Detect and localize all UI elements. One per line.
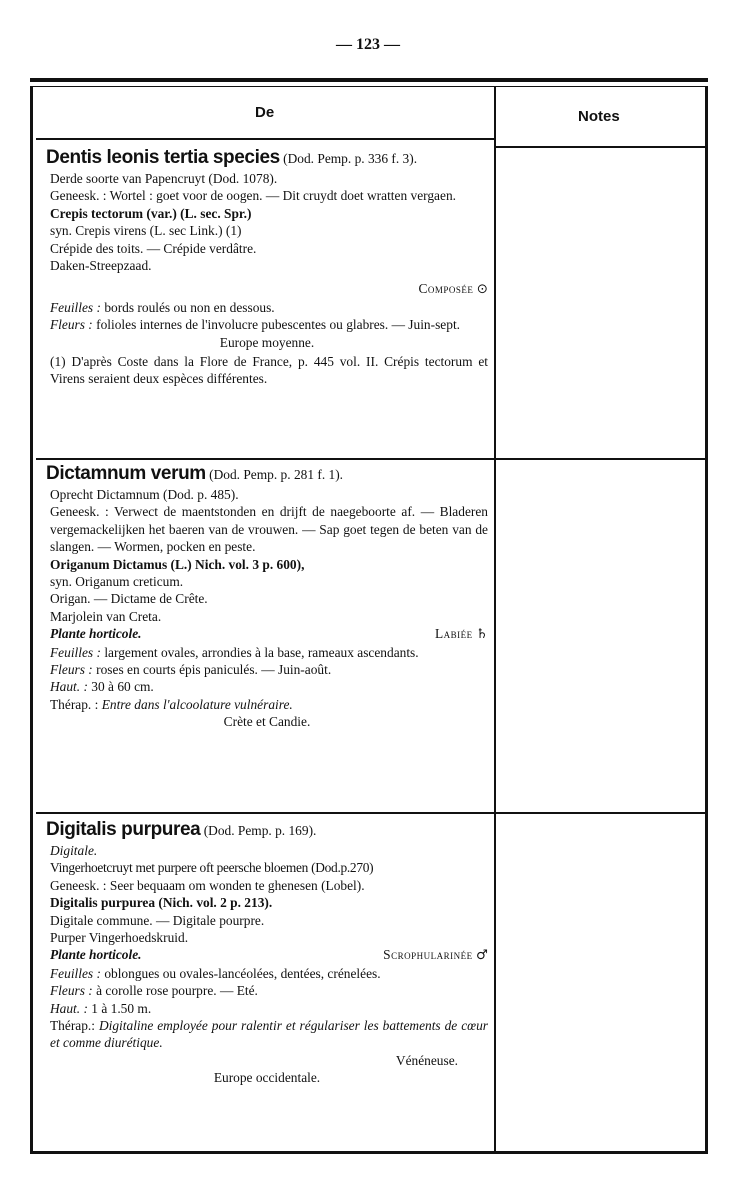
entry-reference: (Dod. Pemp. p. 336 f. 3). xyxy=(283,151,418,166)
family-label: Scrophularinée xyxy=(383,947,473,963)
fleurs-label: Fleurs : xyxy=(50,662,93,678)
therap-label: Thérap. : xyxy=(50,696,99,712)
feuilles-label: Feuilles : xyxy=(50,299,101,315)
text-line: syn. Origanum creticum. xyxy=(50,574,184,590)
fleurs-label: Fleurs : xyxy=(50,983,93,999)
entry-dentis-leonis xyxy=(46,146,488,388)
text-line: Origan. — Dictame de Crête. xyxy=(50,591,208,607)
header-rule-right xyxy=(496,146,708,148)
entry-title: Digitalis purpurea xyxy=(46,819,201,840)
feuilles-text: largement ovales, arrondies à la base, rameaux ascendants. xyxy=(104,644,419,660)
region-text: Crète et Candie. xyxy=(223,714,311,730)
table-frame xyxy=(30,78,708,1154)
text-line: Crepis tectorum (var.) (L. sec. Spr.) xyxy=(50,205,252,221)
fleurs-text: roses en courts épis paniculés. — Juin-août. xyxy=(96,662,332,678)
column-divider xyxy=(494,86,496,1154)
family-symbol: ♄ xyxy=(475,627,488,643)
top-rule xyxy=(30,78,708,82)
entry-rule xyxy=(36,812,494,814)
feuilles-text: bords roulés ou non en dessous. xyxy=(104,299,275,315)
feuilles-text: oblongues ou ovales-lancéolées, dentées, crénelées. xyxy=(104,965,381,981)
entry-rule xyxy=(36,458,494,460)
header-rule-left xyxy=(36,138,494,140)
column-header-de: De xyxy=(255,104,275,121)
top-rule-thin xyxy=(30,86,708,87)
feuilles-label: Feuilles : xyxy=(50,965,101,981)
therap-label: Thérap.: xyxy=(50,1018,95,1034)
geneesk-line: Geneesk. : Seer bequaam om wonden te ghenesen (Lobel). xyxy=(50,877,365,893)
text-line: Origanum Dictamus (L.) Nich. vol. 3 p. 600), xyxy=(50,556,305,572)
column-header-notes: Notes xyxy=(578,108,620,125)
text-line: Derde soorte van Papencruyt (Dod. 1078). xyxy=(50,171,278,186)
haut-text: 1 à 1.50 m. xyxy=(91,1000,152,1016)
family-label: Labiée xyxy=(434,626,473,642)
region-text: Europe moyenne. xyxy=(219,334,315,350)
entry-dictamnum xyxy=(46,462,488,731)
text-line: Daken-Streepzaad. xyxy=(50,258,152,274)
notes-rule xyxy=(496,458,708,460)
entry-title: Dictamnum verum xyxy=(46,463,206,484)
plante-text: Plante horticole. xyxy=(50,947,142,963)
entry-reference: (Dod. Pemp. p. 281 f. 1). xyxy=(209,467,344,482)
haut-text: 30 à 60 cm. xyxy=(91,679,154,695)
text-line: Digitale commune. — Digitale pourpre. xyxy=(50,912,265,928)
geneesk-line: Geneesk. : Verwect de maentstonden en drijft de naegeboorte af. — Bladeren vergemackelijken het baeren van de vrouwen. — Sap goet tegen de beten van de slangen. — Wormen, pocken en peste. xyxy=(50,504,488,555)
family-label: Composée xyxy=(418,281,474,297)
notes-rule xyxy=(496,812,708,814)
text-line: Purper Vingerhoedskruid. xyxy=(50,930,189,946)
toxicity-text: Vénéneuse. xyxy=(395,1052,458,1068)
therap-text: Entre dans l'alcoolature vulnéraire. xyxy=(101,696,293,712)
fleurs-text: à corolle rose pourpre. — Eté. xyxy=(96,983,258,999)
footnote-text: (1) D'après Coste dans la Flore de France, p. 445 vol. II. Crépis tectorum et Virens seraient deux espèces différentes. xyxy=(50,354,488,387)
haut-label: Haut. : xyxy=(50,679,88,695)
bottom-rule xyxy=(30,1151,708,1154)
text-line: Oprecht Dictamnum (Dod. p. 485). xyxy=(50,487,239,502)
right-border xyxy=(705,86,708,1154)
text-line: Digitale. xyxy=(50,843,98,858)
text-line: Digitalis purpurea (Nich. vol. 2 p. 213). xyxy=(50,895,273,911)
text-line: syn. Crepis virens (L. sec Link.) (1) xyxy=(50,223,242,239)
plante-text: Plante horticole. xyxy=(50,626,142,642)
left-border xyxy=(30,86,33,1154)
therap-text: Digitaline employée pour ralentir et régulariser les battements de cœur et comme diurétique. xyxy=(50,1018,488,1051)
fleurs-text: folioles internes de l'involucre pubescentes ou glabres. — Juin-sept. xyxy=(96,317,461,333)
entry-reference: (Dod. Pemp. p. 169). xyxy=(203,823,317,838)
text-line: Vingerhoetcruyt met purpere oft peersche bloemen (Dod.p.270) xyxy=(50,860,374,876)
family-symbol: ⊙ xyxy=(476,282,488,298)
haut-label: Haut. : xyxy=(50,1000,88,1016)
entry-title: Dentis leonis tertia species xyxy=(46,147,280,168)
entry-digitalis xyxy=(46,818,488,1087)
feuilles-label: Feuilles : xyxy=(50,644,101,660)
page-number: — 123 — xyxy=(336,36,400,53)
geneesk-line: Geneesk. : Wortel : goet voor de oogen. — Dit cruydt doet wratten vergaen. xyxy=(50,188,456,204)
text-line: Marjolein van Creta. xyxy=(50,608,162,624)
region-text: Europe occidentale. xyxy=(213,1070,321,1086)
text-line: Crépide des toits. — Crépide verdâtre. xyxy=(50,240,257,256)
family-symbol: ♂ xyxy=(475,948,488,964)
fleurs-label: Fleurs : xyxy=(50,317,93,333)
